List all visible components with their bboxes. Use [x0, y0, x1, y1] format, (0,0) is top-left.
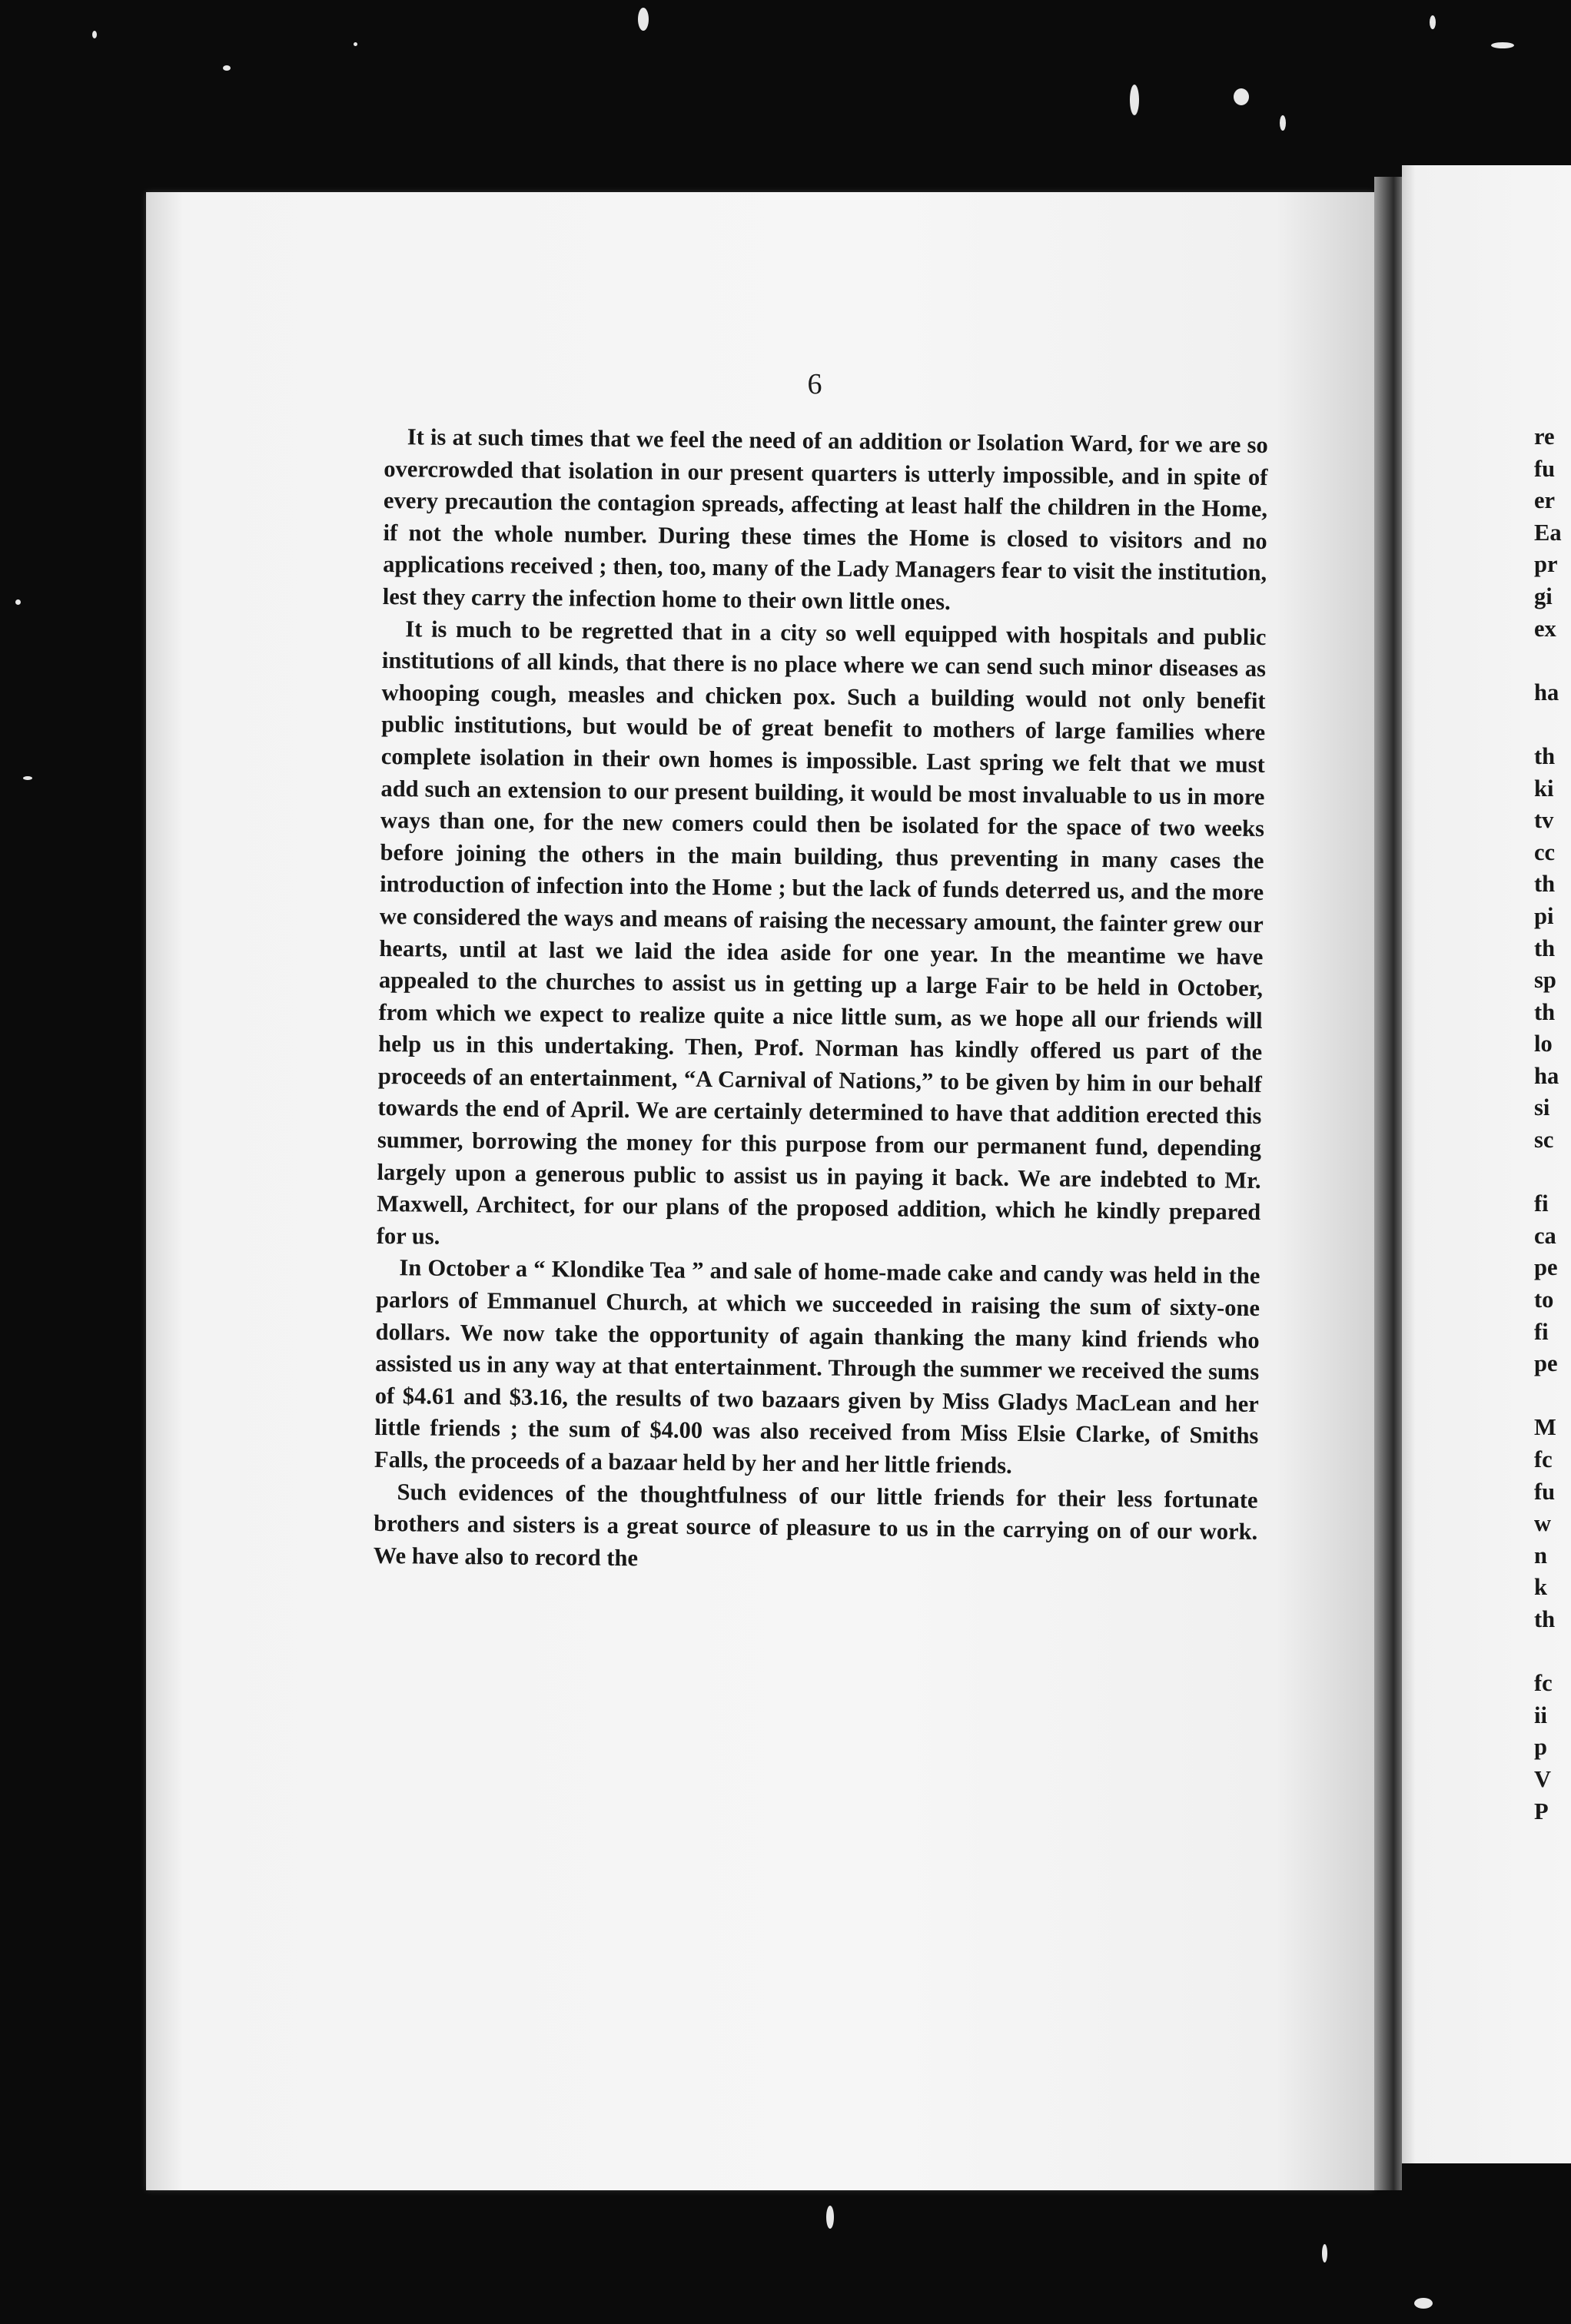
- paragraph-isolation-ward: It is at such times that we feel the need of an addition or Isolation Ward, for we are so overcrowded that isolation in our present quarters is utterly impossible, and in spite of every precaution the contagion spreads, affecting at least half the children in the Home, if not the whole number. During these times the Home is closed to visitors and no applications received ; then, too, many of the Lady Managers fear to visit the institution, lest they carry the infection home to their own little ones.: [382, 423, 1268, 616]
- dust-speck: [1280, 115, 1286, 131]
- dust-speck: [1414, 2298, 1433, 2309]
- dust-speck: [1234, 88, 1249, 105]
- dust-speck: [1430, 15, 1436, 29]
- body-text: [374, 421, 1268, 1580]
- dust-speck: [1491, 42, 1514, 48]
- dust-speck: [826, 2206, 834, 2229]
- dust-speck: [92, 31, 97, 38]
- paragraph-little-friends: Such evidences of the thoughtfulness of our little friends for their less fortunate brothers and sisters is a great source of pleasure to us in the carrying on of our work. We have also to record the: [373, 1478, 1258, 1572]
- dust-speck: [23, 776, 32, 780]
- dust-speck: [223, 65, 231, 71]
- dust-speck: [15, 599, 21, 605]
- dust-speck: [1130, 85, 1139, 115]
- dust-speck: [354, 42, 357, 46]
- paragraph-public-institutions: It is much to be regretted that in a city so well equipped with hospitals and public institutions of all kinds, that there is no place where we can send such minor diseases as whooping cough, measles and chicken pox. Such a building would not only benefit public institutions, but would be of great benefit to mothers of large families where complete isolation in their own homes is impossible. Last spring we felt that we must add such an extension to our present building, it would be most invaluable to us in more ways than one, for the new comers could then be isolated for the space of two weeks before joining the others in the main building, thus preventing in many cases the introduction of infection into the Home ; but the lack of funds deterred us, and the more we considered the ways and means of raising the necessary amount, the fainter grew our hearts, until at last we laid the idea aside for one year. In the meantime we have appealed to the churches to assist us in getting up a large Fair to be held in October, from which we expect to realize quite a nice little sum, as we hope all our friends will help us in this undertaking. Then, Prof. Norman has kindly offered us part of the proceeds of an entertainment, “A Carnival of Nations,” to be given by him in our behalf towards the end of April. We are certainly determined to have that addition erected this summer, borrowing the money for this purpose from our permanent fund, depending largely upon a generous public to assist us in paying it back. We are indebted to Mr. Maxwell, Architect, for our plans of the proposed addition, which he kindly prepared for us.: [376, 615, 1267, 1250]
- paragraph-klondike-tea: In October a “ Klondike Tea ” and sale of home-made cake and candy was held in the parlors of Emmanuel Church, at which we succeeded in raising the sum of sixty-one dollars. We now take the opportunity of again thanking the many kind friends who assisted us in any way at that entertainment. Through the summer we received the sums of $4.61 and $3.16, the results of two bazaars given by Miss Gladys MacLean and her little friends ; the sum of $4.00 was also received from Miss Elsie Clarke, of Smiths Falls, the proceeds of a bazaar held by her and her little friends.: [374, 1254, 1260, 1479]
- dust-speck: [1322, 2244, 1327, 2263]
- book-gutter: [1374, 177, 1402, 2190]
- facing-page-text-fragments: re fu er Ea pr gi ex ha th ki tv cc th pi th sp th lo ha si sc fi ca pe to fi pe M fc fu w n k th fc ii p V P: [1534, 423, 1562, 1824]
- page-number: 6: [807, 368, 822, 400]
- dust-speck: [638, 8, 649, 31]
